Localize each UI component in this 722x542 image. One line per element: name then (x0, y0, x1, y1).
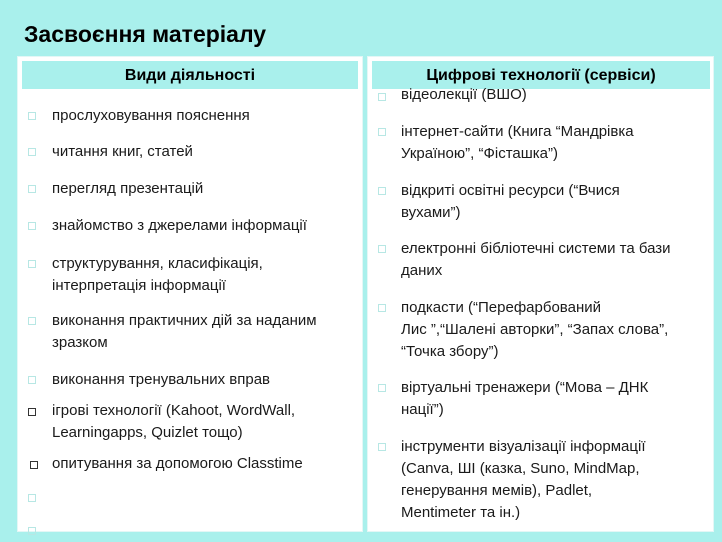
list-item-text: даних (401, 262, 443, 279)
list-item-text: Learningapps, Quizlet тощо) (52, 424, 243, 441)
checkbox-bullet-icon (378, 304, 386, 312)
list-item-text: Україною”, “Фісташка”) (401, 145, 559, 162)
checkbox-bullet-icon (378, 128, 386, 136)
list-item-text: Лис ”,“Шалені авторки”, “Запах слова”, (401, 321, 669, 338)
list-item-text: інтернет-сайти (Книга “Мандрівка (401, 123, 634, 140)
list-item-text: нації”) (401, 401, 444, 418)
list-item-text: знайомство з джерелами інформації (52, 217, 307, 234)
list-item-text: відкриті освітні ресурси (“Вчися (401, 182, 620, 199)
list-item-text: електронні бібліотечні системи та бази (401, 240, 671, 257)
checkbox-bullet-icon (28, 112, 36, 120)
list-item-text: інструменти візуалізації інформації (401, 438, 646, 455)
list-item-text: віртуальні тренажери (“Мова – ДНК (401, 379, 649, 396)
checkbox-bullet-icon (378, 187, 386, 195)
list-item-text: читання книг, статей (52, 143, 193, 160)
list-item-text: вухами”) (401, 204, 461, 221)
checkbox-bullet-icon (28, 317, 36, 325)
checkbox-bullet-icon (378, 384, 386, 392)
checkbox-bullet-icon (28, 260, 36, 268)
checkbox-bullet-icon (30, 461, 38, 469)
list-item-text: “Точка збору”) (401, 343, 499, 360)
checkbox-bullet-icon (378, 93, 386, 101)
list-item-text: інтерпретація інформації (52, 277, 226, 294)
digital-technologies-header: Цифрові технології (сервіси) (372, 61, 710, 89)
digital-technologies-panel (367, 56, 714, 532)
list-item-text: ігрові технології (Kahoot, WordWall, (52, 402, 296, 419)
checkbox-bullet-icon (28, 185, 36, 193)
empty-bullet-icon (28, 494, 36, 502)
list-item-text: зразком (52, 334, 108, 351)
empty-bullet-icon (28, 527, 36, 535)
list-item-text: генерування мемів), Padlet, (401, 482, 593, 499)
list-item-text: (Canva, ШІ (казка, Suno, MindMap, (401, 460, 640, 477)
list-item-text: прослуховування пояснення (52, 107, 250, 124)
list-item-text: перегляд презентацій (52, 180, 204, 197)
list-item-text: виконання практичних дій за наданим (52, 312, 317, 329)
slide-title: Засвоєння матеріалу (24, 21, 267, 47)
list-item-text: Mentimeter та ін.) (401, 504, 521, 521)
list-item-text: подкасти (“Перефарбований (401, 299, 601, 316)
checkbox-bullet-icon (28, 222, 36, 230)
checkbox-bullet-icon (28, 376, 36, 384)
activities-header: Види діяльності (22, 61, 358, 89)
checkbox-bullet-icon (378, 443, 386, 451)
checkbox-bullet-icon (28, 408, 36, 416)
activities-panel (17, 56, 363, 532)
checkbox-bullet-icon (28, 148, 36, 156)
list-item-text: структурування, класифікація, (52, 255, 263, 272)
list-item-text: відеолекції (ВШО) (401, 86, 527, 103)
list-item-text: виконання тренувальних вправ (52, 371, 271, 388)
checkbox-bullet-icon (378, 245, 386, 253)
list-item-text: опитування за допомогою Classtime (52, 455, 303, 472)
